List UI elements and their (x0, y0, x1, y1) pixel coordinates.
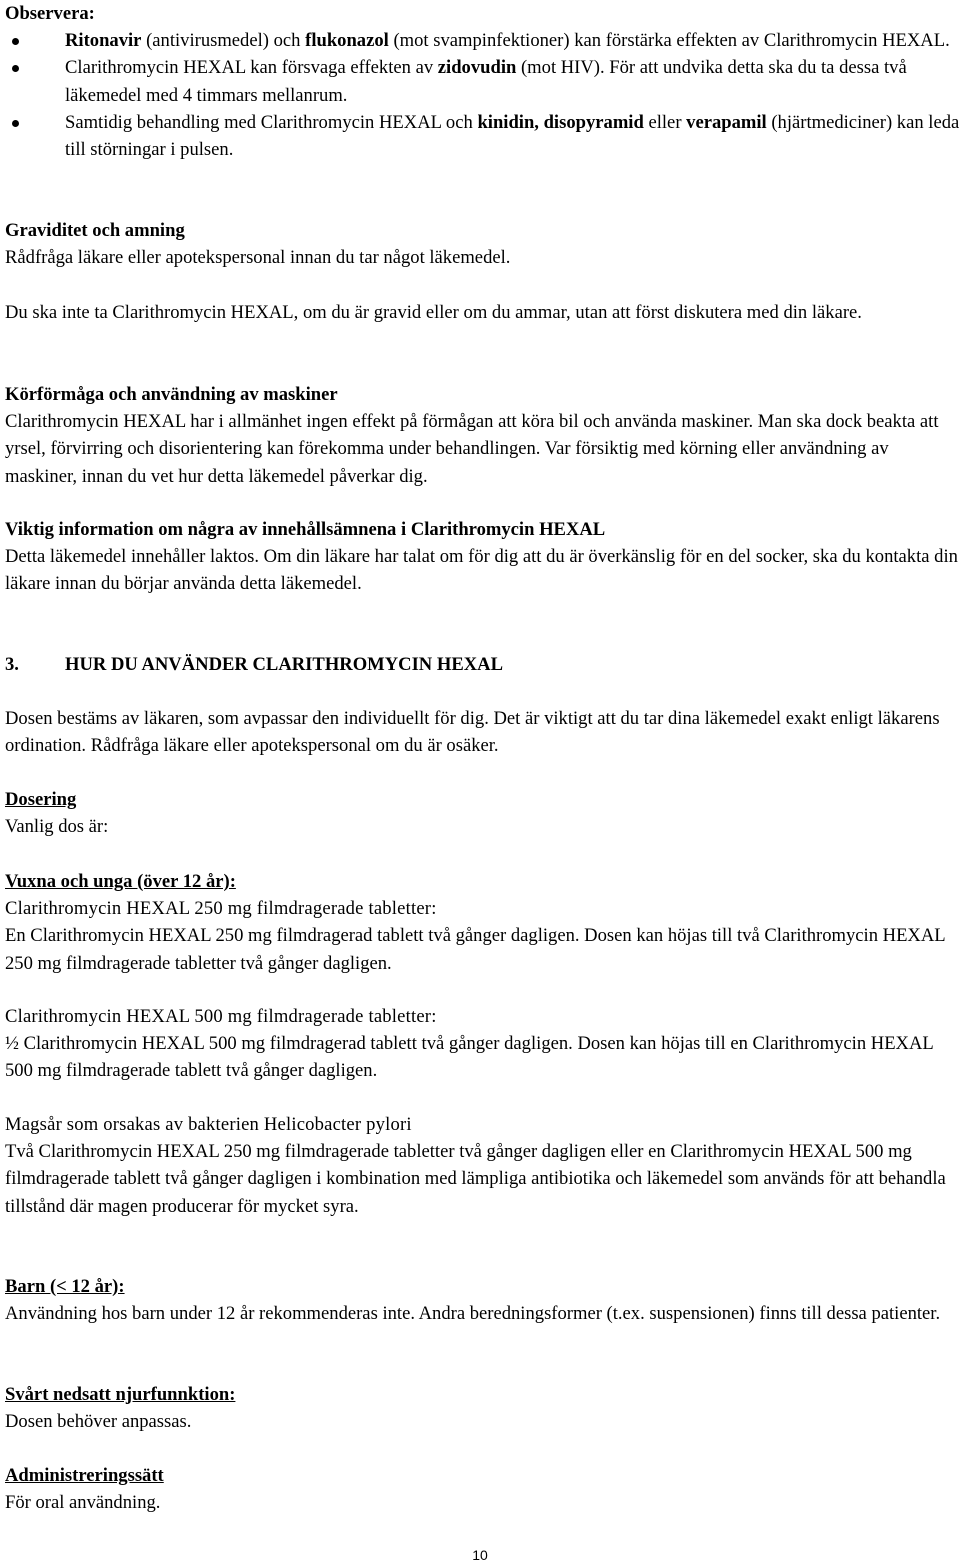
bullet-icon (12, 65, 19, 72)
kidney-text: Dosen behöver anpassas. (5, 1411, 192, 1433)
section-3-title (5, 651, 960, 678)
plain-text: (antivirusmedel) och (141, 30, 306, 52)
ingredients-section (5, 516, 960, 598)
pregnancy-heading: Graviditet och amning (5, 220, 185, 241)
children-heading: Barn (< 12 år): (5, 1276, 125, 1297)
adults-sub-500: Clarithromycin HEXAL 500 mg filmdragerade tabletter: (5, 1006, 437, 1027)
section-3-intro: Dosen bestäms av läkaren, som avpassar den individuellt för dig. Det är viktigt att du tar dina läkemedel exakt enligt läkarens ordination. Rådfråga läkare eller apotekspersonal om du är osäker. (5, 708, 940, 757)
observe-item-text (65, 30, 950, 51)
admin-text: För oral användning. (5, 1492, 161, 1514)
adults-text-250: En Clarithromycin HEXAL 250 mg filmdragerad tablett två gånger dagligen. Dosen kan höjas till två Clarithromycin HEXAL 250 mg filmdragerade tabletter två gånger dagligen. (5, 925, 945, 974)
ulcer-block (5, 1111, 960, 1220)
section-number: 3. (5, 654, 19, 675)
observe-item (5, 54, 960, 108)
dosing-usual: Vanlig dos är: (5, 816, 109, 838)
plain-text: (mot svampinfektioner) kan förstärka effekten av Clarithromycin HEXAL. (388, 30, 950, 52)
pregnancy-section (5, 217, 960, 271)
observe-section (5, 0, 960, 163)
observe-item-text (65, 57, 907, 105)
plain-text: (mot HIV). För att undvika detta ska du ta dessa två läkemedel med 4 timmars mellanrum. (65, 57, 907, 106)
driving-heading: Körförmåga och användning av maskiner (5, 384, 338, 405)
adults-section (5, 868, 960, 977)
emphasis-text: flukonazol (305, 30, 389, 52)
observe-item-text (65, 112, 959, 160)
observe-item (5, 109, 960, 163)
observe-heading: Observera: (5, 3, 95, 24)
ulcer-sub: Magsår som orsakas av bakterien Helicobacter pylori (5, 1114, 412, 1135)
plain-text: eller (643, 111, 687, 133)
adults-sub-250: Clarithromycin HEXAL 250 mg filmdragerade tabletter: (5, 898, 437, 920)
dosing-heading: Dosering (5, 789, 77, 810)
observe-list (5, 27, 960, 163)
plain-text: Samtidig behandling med Clarithromycin HEXAL och (65, 111, 478, 133)
emphasis-text: verapamil (686, 111, 767, 133)
kidney-section (5, 1381, 960, 1435)
adults-heading: Vuxna och unga (över 12 år): (5, 871, 236, 892)
plain-text: (hjärtmediciner) kan leda till störningar i pulsen. (65, 111, 960, 161)
children-text: Användning hos barn under 12 år rekommenderas inte. Andra beredningsformer (t.ex. suspensionen) finns till dessa patienter. (5, 1303, 941, 1325)
dosing-section (5, 786, 960, 840)
pregnancy-line: Rådfråga läkare eller apotekspersonal innan du tar något läkemedel. (5, 247, 511, 269)
ulcer-text: Två Clarithromycin HEXAL 250 mg filmdragerade tabletter två gånger dagligen eller en Clarithromycin HEXAL 500 mg filmdragerade tablett två gånger dagligen i kombination med lämpliga antibiotika och läkemedel som används för att behandla tillstånd där magen producerar för mycket syra. (5, 1141, 946, 1217)
adults-text-500: ½ Clarithromycin HEXAL 500 mg filmdragerad tablett två gånger dagligen. Dosen kan höjas till en Clarithromycin HEXAL 500 mg filmdragerade tablett två gånger dagligen. (5, 1033, 934, 1082)
admin-heading: Administreringssätt (5, 1465, 164, 1486)
bullet-icon (12, 38, 19, 45)
emphasis-text: Ritonavir (65, 30, 142, 52)
observe-item (5, 27, 960, 54)
kidney-heading: Svårt nedsatt njurfunnktion: (5, 1384, 236, 1405)
pregnancy-paragraph: Du ska inte ta Clarithromycin HEXAL, om du är gravid eller om du ammar, utan att först diskutera med din läkare. (5, 302, 862, 323)
page-number: 10 (472, 1547, 488, 1563)
ingredients-text: Detta läkemedel innehåller laktos. Om din läkare har talat om för dig att du är överkänslig för en del socker, ska du kontakta din läkare innan du börjar använda detta läkemedel. (5, 546, 958, 595)
plain-text: Clarithromycin HEXAL kan försvaga effekten av (65, 57, 438, 79)
emphasis-text: kinidin, disopyramid (477, 111, 644, 133)
emphasis-text: zidovudin (437, 57, 517, 79)
ingredients-heading: Viktig information om några av innehållsämnena i Clarithromycin HEXAL (5, 519, 606, 540)
section-title: HUR DU ANVÄNDER CLARITHROMYCIN HEXAL (65, 654, 504, 675)
driving-section (5, 381, 960, 490)
children-section (5, 1273, 960, 1327)
adults-500-block (5, 1003, 960, 1085)
admin-section (5, 1462, 960, 1516)
bullet-icon (12, 120, 19, 127)
driving-text: Clarithromycin HEXAL har i allmänhet ingen effekt på förmågan att köra bil och använda maskiner. Man ska dock beakta att yrsel, förvirring och disorientering kan förekomma under behandlingen. Var försiktig med körning eller användning av maskiner, innan du vet hur detta läkemedel påverkar dig. (5, 411, 939, 487)
